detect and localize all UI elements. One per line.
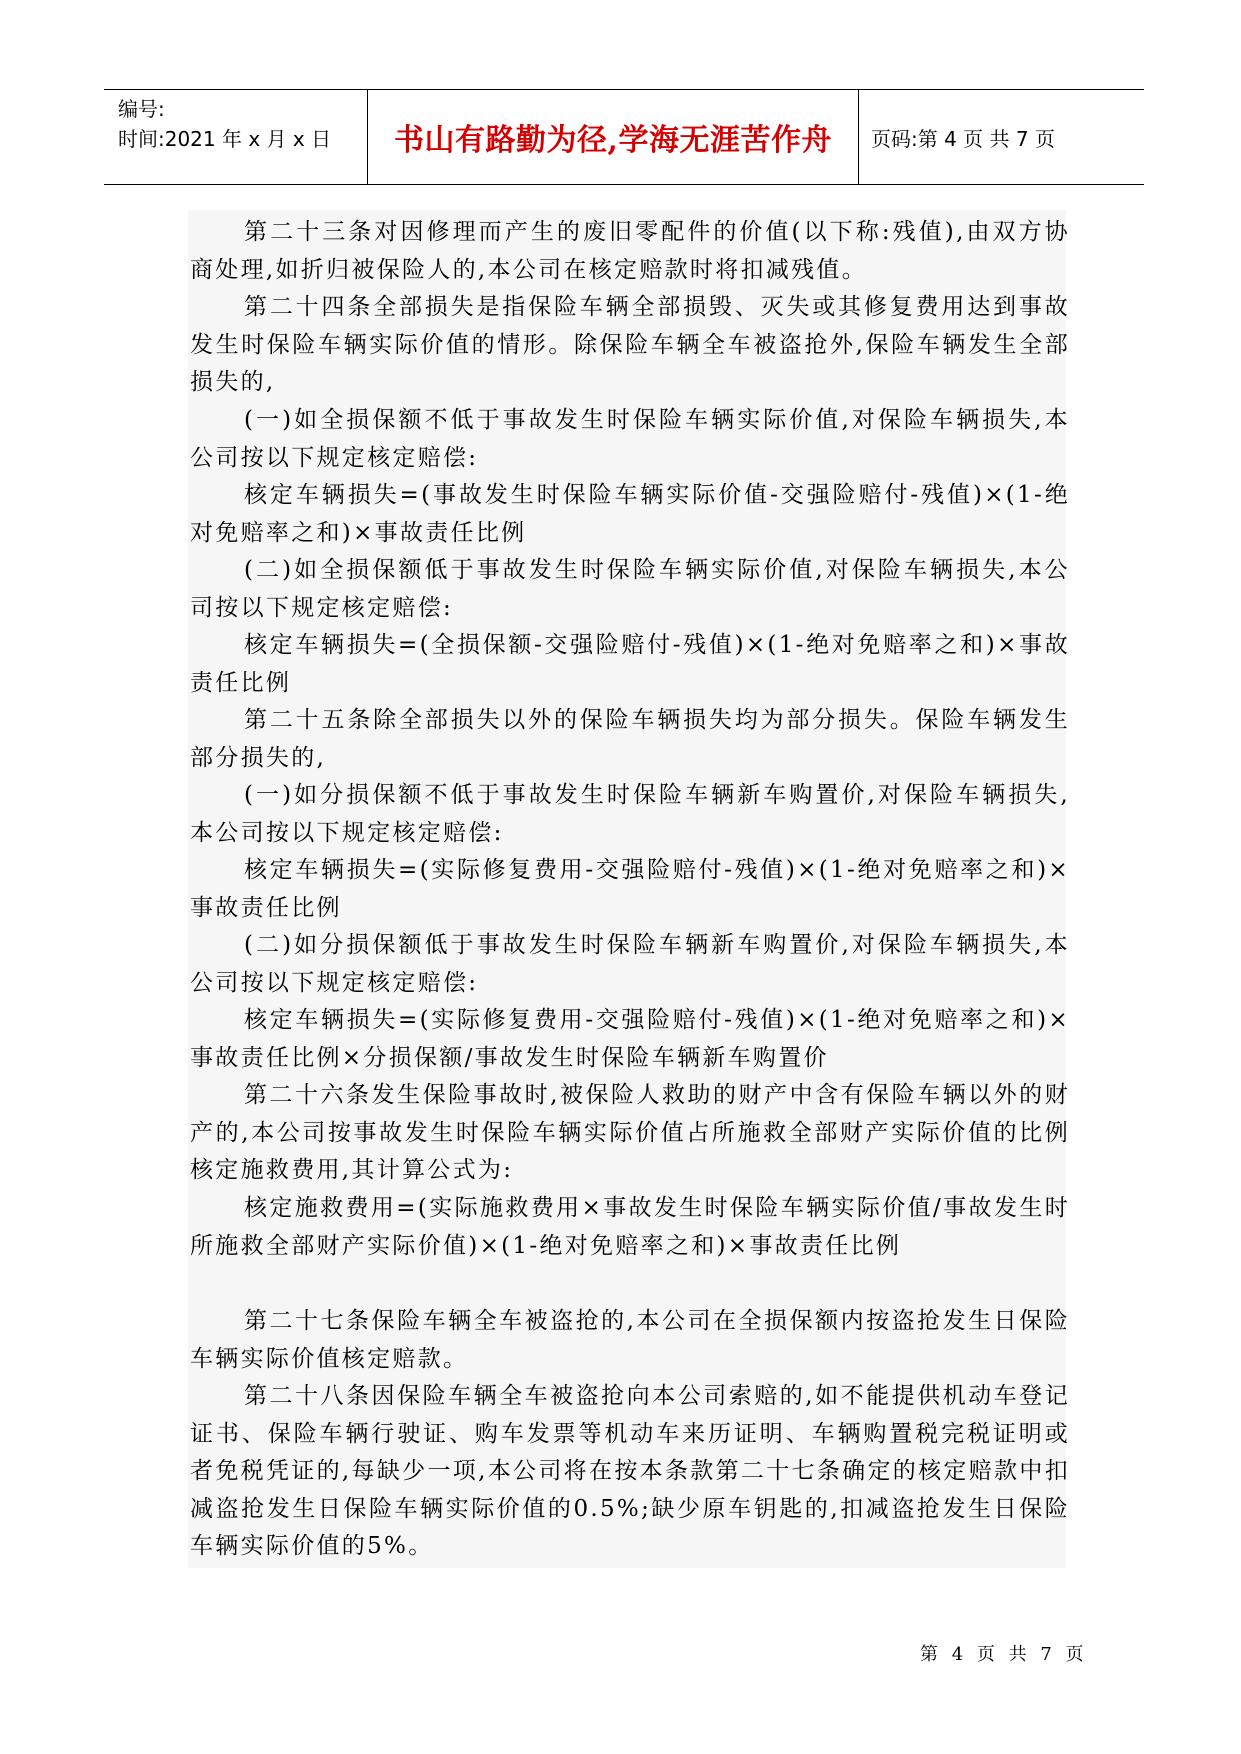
paragraph-25-item-1: (一)如分损保额不低于事故发生时保险车辆新车购置价,对保险车辆损失,本公司按以下规定核定赔偿: (190, 782, 1070, 846)
paragraph-24-item-1: (一)如全损保额不低于事故发生时保险车辆实际价值,对保险车辆损失,本公司按以下规定核定赔偿: (190, 407, 1070, 471)
page-header (104, 89, 1144, 185)
paragraph-article-27: 第二十七条保险车辆全车被盗抢的,本公司在全损保额内按盗抢发生日保险车辆实际价值核定赔款。 (190, 1308, 1070, 1372)
paragraph-article-23: 第二十三条对因修理而产生的废旧零配件的价值(以下称:残值),由双方协商处理,如折归被保险人的,本公司在核定赔款时将扣减残值。 (190, 219, 1070, 283)
paragraph-24-formula-1: 核定车辆损失=(事故发生时保险车辆实际价值-交强险赔付-残值)×(1-绝对免赔率之和)×事故责任比例 (190, 482, 1070, 546)
paragraph-article-25: 第二十五条除全部损失以外的保险车辆损失均为部分损失。保险车辆发生部分损失的, (190, 707, 1070, 771)
header-motto: 书山有路勤为径,学海无涯苦作舟 (368, 90, 859, 184)
paragraph-25-formula-1: 核定车辆损失=(实际修复费用-交强险赔付-残值)×(1-绝对免赔率之和)×事故责任比例 (190, 857, 1070, 921)
document-time-label: 时间:2021 年 x 月 x 日 (118, 127, 332, 151)
document-number-label: 编号: (118, 97, 165, 121)
header-page-code: 页码:第 4 页 共 7 页 (871, 126, 1055, 151)
paragraph-article-24: 第二十四条全部损失是指保险车辆全部损毁、灭失或其修复费用达到事故发生时保险车辆实际价值的情形。除保险车辆全车被盗抢外,保险车辆发生全部损失的, (190, 294, 1070, 395)
paragraph-25-formula-2: 核定车辆损失=(实际修复费用-交强险赔付-残值)×(1-绝对免赔率之和)×事故责任比例×分损保额/事故发生时保险车辆新车购置价 (190, 1007, 1070, 1071)
paragraph-24-item-2: (二)如全损保额低于事故发生时保险车辆实际价值,对保险车辆损失,本公司按以下规定核定赔偿: (190, 557, 1070, 621)
paragraph-24-formula-2: 核定车辆损失=(全损保额-交强险赔付-残值)×(1-绝对免赔率之和)×事故责任比例 (190, 632, 1070, 696)
paragraph-article-28: 第二十八条因保险车辆全车被盗抢向本公司索赔的,如不能提供机动车登记证书、保险车辆行驶证、购车发票等机动车来历证明、车辆购置税完税证明或者免税凭证的,每缺少一项,本公司将在按本条款第二十七条确定的核定赔款中扣减盗抢发生日保险车辆实际价值的0.5%;缺少原车钥匙的,扣减盗抢发生日保险车辆实际价值的5%。 (190, 1383, 1070, 1559)
paragraph-26-formula: 核定施救费用=(实际施救费用×事故发生时保险车辆实际价值/事故发生时所施救全部财产实际价值)×(1-绝对免赔率之和)×事故责任比例 (190, 1195, 1070, 1259)
header-meta (104, 90, 368, 184)
paragraph-25-item-2: (二)如分损保额低于事故发生时保险车辆新车购置价,对保险车辆损失,本公司按以下规定核定赔偿: (190, 932, 1070, 996)
page-footer: 第 4 页 共 7 页 (920, 1644, 1085, 1665)
paragraph-article-26: 第二十六条发生保险事故时,被保险人救助的财产中含有保险车辆以外的财产的,本公司按事故发生时保险车辆实际价值占所施救全部财产实际价值的比例核定施救费用,其计算公式为: (190, 1082, 1070, 1183)
